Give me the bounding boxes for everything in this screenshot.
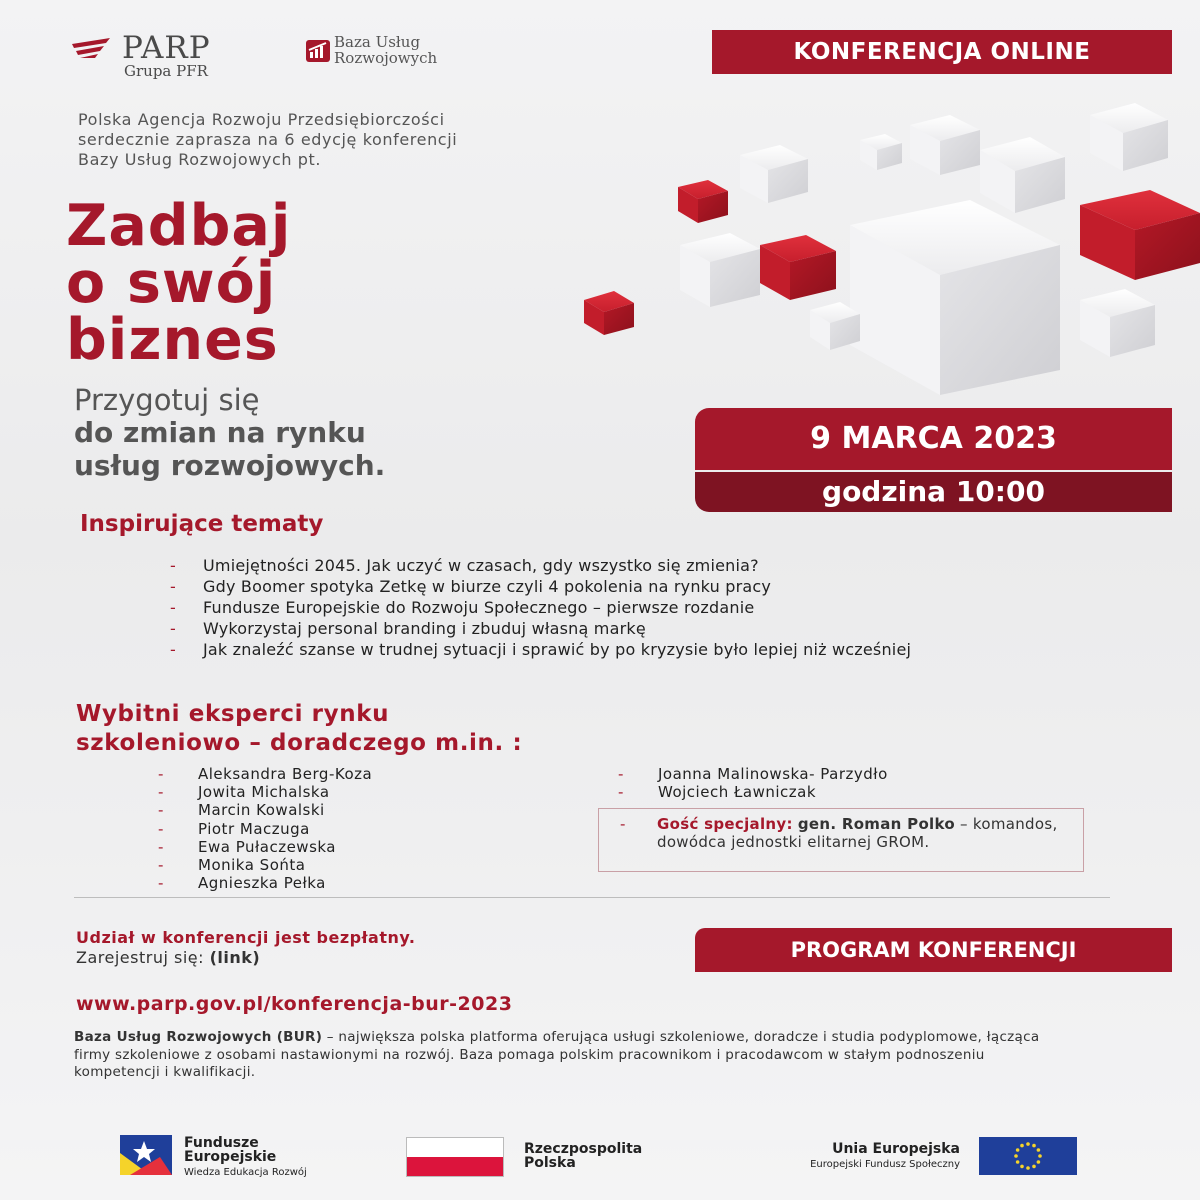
red-cube-small-2 [584, 291, 634, 335]
white-cube-7 [1080, 289, 1155, 357]
title-line2: o swój [66, 250, 277, 316]
guest-text [657, 815, 1067, 851]
fe-logo-text [184, 1136, 307, 1178]
red-cube-medium [760, 235, 836, 300]
flag-red [407, 1157, 503, 1176]
eu-stars-icon [979, 1137, 1077, 1175]
subtitle-line2: do zmian na rynku [74, 416, 366, 449]
intro-line3: Bazy Usług Rozwojowych pt. [78, 150, 322, 169]
white-cube-8 [860, 134, 902, 170]
main-title [66, 193, 526, 373]
topic-item: - Wykorzystaj personal branding i zbuduj własną markę [170, 620, 1050, 638]
eu-flag [979, 1137, 1077, 1179]
hour-badge: godzina 10:00 [695, 472, 1172, 512]
expert-name: - Piotr Maczuga [158, 820, 488, 838]
white-cube-4 [740, 145, 808, 203]
topic-item: - Fundusze Europejskie do Rozwoju Społecznego – pierwsze rozdanie [170, 599, 1050, 617]
fe-star-icon [120, 1135, 172, 1175]
date-badge: 9 MARCA 2023 [695, 408, 1172, 470]
ue-line1: Unia Europejska [832, 1141, 960, 1157]
rp-line1: Rzeczpospolita [524, 1141, 643, 1157]
topics-list [170, 557, 1050, 662]
register-line [76, 948, 260, 967]
guest-bullet: - [620, 815, 626, 833]
parp-name: PARP [122, 30, 211, 66]
big-white-cube [850, 200, 1060, 395]
expert-name: - Ewa Pułaczewska [158, 838, 488, 856]
fe-sub: Wiedza Edukacja Rozwój [184, 1167, 307, 1178]
subtitle-line3: usług rozwojowych. [74, 449, 386, 482]
ue-logo-text [752, 1142, 960, 1170]
white-cube-1 [910, 115, 980, 175]
topic-item: - Jak znaleźć szanse w trudnej sytuacji i sprawić by po kryzysie było lepiej niż wcześniej [170, 641, 963, 659]
experts-heading-line1: Wybitni eksperci rynku [76, 701, 390, 727]
program-button[interactable]: PROGRAM KONFERENCJI [695, 928, 1172, 972]
experts-list-right [618, 765, 1038, 801]
expert-name: - Wojciech Ławniczak [618, 783, 1038, 801]
topic-item: - Umiejętności 2045. Jak uczyć w czasach, gdy wszystko się zmienia? [170, 557, 1050, 575]
rp-line2: Polska [524, 1155, 576, 1171]
free-participation: Udział w konferencji jest bezpłatny. [76, 928, 416, 947]
parp-logo [70, 34, 116, 64]
rp-logo-text [524, 1142, 642, 1170]
white-cube-3 [1090, 103, 1168, 171]
title-line3: biznes [66, 307, 279, 373]
intro-line1: Polska Agencja Rozwoju Przedsiębiorczości [78, 110, 445, 129]
conference-url[interactable]: www.parp.gov.pl/konferencja-bur-2023 [76, 993, 513, 1015]
experts-heading [76, 700, 836, 758]
topics-heading: Inspirujące tematy [80, 511, 324, 537]
intro-line2: serdecznie zaprasza na 6 edycję konferencji [78, 130, 458, 149]
expert-name: - Joanna Malinowska- Parzydło [618, 765, 1038, 783]
white-cube-5 [680, 233, 760, 307]
flag-white [407, 1138, 503, 1157]
subtitle-line1: Przygotuj się [74, 383, 260, 417]
ue-sub: Europejski Fundusz Społeczny [810, 1159, 960, 1170]
fe-logo [120, 1135, 172, 1179]
about-bur [74, 1029, 1074, 1082]
expert-name: - Monika Sońta [158, 856, 488, 874]
section-divider [74, 897, 1110, 898]
about-text: – największa polska platforma oferująca usługi szkoleniowe, doradcze i studia podyplomowe, łącząca firmy szkoleniowe z osobami nastawionymi na rozwój. Baza pomaga polskim pracownikom i pracodawcom w stałym podnoszeniu kompetencji i kwalifikacji. [74, 1029, 1040, 1080]
subtitle-bold [74, 416, 594, 482]
fe-line1: Fundusze [184, 1135, 259, 1151]
pl-flag [406, 1137, 504, 1177]
register-label: Zarejestruj się: [76, 948, 204, 967]
expert-name: - Aleksandra Berg-Koza [158, 765, 488, 783]
topic-item: - Gdy Boomer spotyka Zetkę w biurze czyli 4 pokolenia na rynku pracy [170, 578, 1050, 596]
expert-name: - Agnieszka Pełka [158, 874, 488, 892]
online-badge: KONFERENCJA ONLINE [712, 30, 1172, 74]
bur-name-line2: Rozwojowych [334, 49, 438, 67]
about-bold: Baza Usług Rozwojowych (BUR) [74, 1029, 323, 1045]
guest-desc: – komandos, dowódca jednostki elitarnej GROM. [657, 815, 1058, 851]
expert-name: - Marcin Kowalski [158, 801, 488, 819]
register-link[interactable]: (link) [209, 948, 261, 967]
red-cube-small-1 [678, 180, 728, 223]
experts-list-left [158, 765, 488, 892]
bur-logo-icon [306, 40, 330, 62]
experts-heading-line2: szkoleniowo – doradczego m.in. : [76, 730, 523, 756]
cubes-illustration [560, 95, 1200, 415]
bur-logo [306, 40, 330, 66]
fe-line2: Europejskie [184, 1149, 277, 1165]
bur-name [334, 34, 534, 66]
red-cube-large [1080, 190, 1200, 280]
parp-wing-icon [70, 34, 116, 60]
guest-name: gen. Roman Polko [797, 815, 955, 833]
bur-name-line1: Baza Usług [334, 33, 421, 51]
title-line1: Zadbaj [66, 193, 292, 259]
parp-group: Grupa PFR [124, 62, 208, 80]
white-cube-2 [980, 137, 1065, 213]
expert-name: - Jowita Michalska [158, 783, 488, 801]
guest-label: Gość specjalny: [657, 815, 793, 833]
